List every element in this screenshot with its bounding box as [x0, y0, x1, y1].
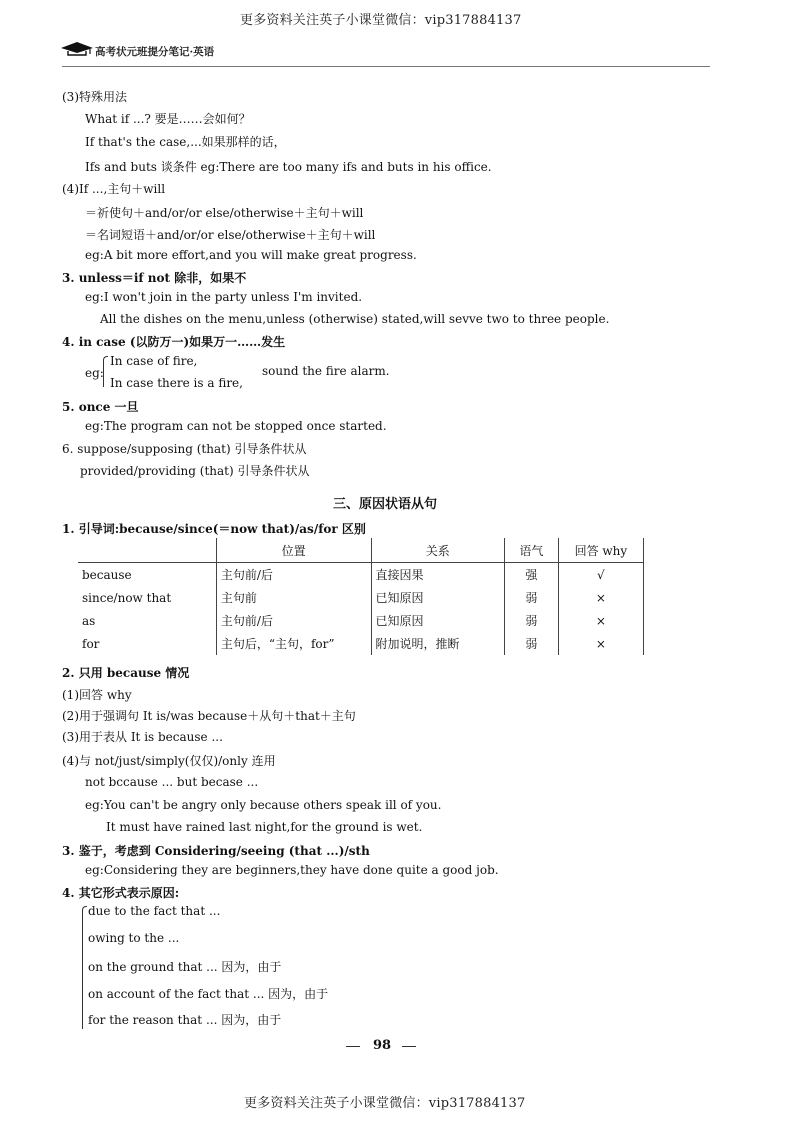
- in-case-example-2: In case there is a fire,: [110, 376, 243, 390]
- only-because-example-1: eg:You can't be angry only because others speak ill of you.: [85, 798, 442, 812]
- only-because-4: (4)与 not/just/simply(仅仅)/only 连用: [62, 754, 276, 768]
- table-row: [78, 609, 644, 632]
- table-cell: 弱: [505, 609, 559, 632]
- in-case-eg-label: eg:: [85, 366, 104, 380]
- conjunctions-heading: 1. 引导词:because/since(＝now that)/as/for 区别: [62, 522, 366, 536]
- table-cell: ×: [558, 632, 643, 655]
- other-forms-brace: [82, 906, 87, 1029]
- conjunction-comparison-table: [78, 538, 644, 655]
- watermark-bottom: 更多资料关注英子小课堂微信：vip317884137: [244, 1096, 526, 1111]
- once-example: eg:The program can not be stopped once started.: [85, 419, 387, 433]
- only-because-2: (2)用于强调句 It is/was because＋从句＋that＋主句: [62, 709, 356, 723]
- not-because-but-because: not bccause ... but becase ...: [85, 775, 259, 789]
- what-if-line: What if ...? 要是……会如何？: [85, 112, 251, 126]
- table-cell: √: [558, 563, 643, 587]
- table-header-cell: 语气: [505, 538, 559, 563]
- table-header-cell: 关系: [371, 538, 505, 563]
- imperative-equation: ＝祈使句＋and/or/or else/otherwise＋主句＋will: [85, 206, 364, 220]
- watermark-top: 更多资料关注英子小课堂微信：vip317884137: [240, 13, 522, 28]
- table-cell: ×: [558, 586, 643, 609]
- table-cell: for: [82, 636, 100, 651]
- page-number-dash-right: [402, 1046, 416, 1047]
- effort-example: eg:A bit more effort,and you will make great progress.: [85, 248, 417, 262]
- only-because-1: (1)回答 why: [62, 688, 132, 702]
- suppose-line: 6. suppose/supposing (that) 引导条件状从: [62, 442, 307, 456]
- if-thats-the-case-line: If that's the case,...如果那样的话，: [85, 135, 286, 149]
- table-header-cell: 位置: [216, 538, 371, 563]
- table-row: [78, 632, 644, 655]
- table-cell: 主句前/后: [216, 609, 371, 632]
- table-cell: ×: [558, 609, 643, 632]
- page-number-dash-left: [346, 1046, 360, 1047]
- ifs-and-buts-line: Ifs and buts 谈条件 eg:There are too many ifs and buts in his office.: [85, 160, 492, 174]
- table-cell: 弱: [505, 586, 559, 609]
- considering-heading: 3. 鉴于，考虑到 Considering/seeing (that ...)/sth: [62, 844, 370, 858]
- table-cell: 主句前: [216, 586, 371, 609]
- other-form-item: for the reason that ... 因为，由于: [88, 1013, 282, 1027]
- table-cell: 直接因果: [371, 563, 505, 587]
- considering-example: eg:Considering they are beginners,they have done quite a good job.: [85, 863, 499, 877]
- table-cell: 强: [505, 563, 559, 587]
- in-case-heading: 4. in case (以防万一)如果万一……发生: [62, 335, 286, 349]
- special-usage-heading: (3)特殊用法: [62, 90, 127, 104]
- table-cell: as: [82, 613, 96, 628]
- provided-line: provided/providing (that) 引导条件状从: [80, 464, 310, 478]
- other-form-item: on account of the fact that ... 因为，由于: [88, 987, 329, 1001]
- table-cell: 已知原因: [371, 586, 505, 609]
- table-cell: since/now that: [82, 590, 172, 605]
- other-forms-heading: 4. 其它形式表示原因:: [62, 886, 180, 900]
- noun-phrase-equation: ＝名词短语＋and/or/or else/otherwise＋主句＋will: [85, 228, 376, 242]
- other-form-item: on the ground that ... 因为，由于: [88, 960, 282, 974]
- table-row: [78, 586, 644, 609]
- table-header-row: [78, 538, 644, 563]
- page-number: 98: [373, 1038, 392, 1053]
- header-rule: [62, 66, 710, 67]
- table-cell: 主句后，“主句，for”: [216, 632, 371, 655]
- in-case-example-tail: sound the fire alarm.: [262, 364, 390, 378]
- book-title: 高考状元班提分笔记·英语: [95, 46, 215, 58]
- unless-example-2: All the dishes on the menu,unless (otherwise) stated,will sevve two to three people.: [100, 312, 610, 326]
- section-title: 三、原因状语从句: [333, 497, 438, 512]
- table-cell: 附加说明，推断: [371, 632, 505, 655]
- other-form-item: owing to the ...: [88, 931, 180, 945]
- only-because-example-2: It must have rained last night,for the ground is wet.: [106, 820, 423, 834]
- once-heading: 5. once 一旦: [62, 400, 139, 414]
- table-header-cell: 回答 why: [558, 538, 643, 563]
- in-case-brace: [103, 356, 108, 387]
- in-case-example-1: In case of fire,: [110, 354, 198, 368]
- only-because-3: (3)用于表从 It is because ...: [62, 730, 223, 744]
- table-row: [78, 563, 644, 587]
- table-cell: 主句前/后: [216, 563, 371, 587]
- table-cell: 弱: [505, 632, 559, 655]
- unless-example-1: eg:I won't join in the party unless I'm invited.: [85, 290, 363, 304]
- table-cell: because: [82, 567, 132, 582]
- other-form-item: due to the fact that ...: [88, 904, 221, 918]
- graduation-cap-icon: [60, 40, 94, 56]
- table-cell: 已知原因: [371, 609, 505, 632]
- table-header-cell: [78, 538, 216, 563]
- if-clause-heading: (4)If ...,主句＋will: [62, 182, 166, 196]
- only-because-heading: 2. 只用 because 情况: [62, 666, 190, 680]
- unless-heading: 3. unless＝if not 除非，如果不: [62, 271, 247, 285]
